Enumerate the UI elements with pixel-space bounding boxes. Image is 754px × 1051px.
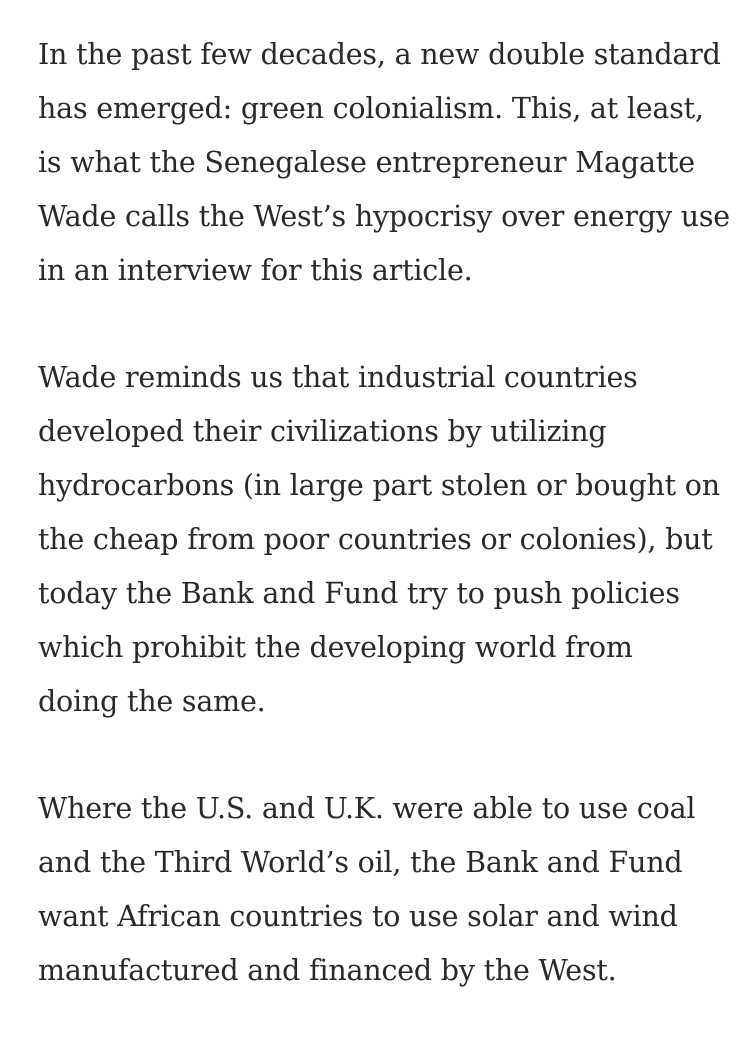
text-line: manufactured and financed by the West. — [38, 954, 617, 987]
text-line: developed their civilizations by utilizing — [38, 415, 607, 448]
text-line: Wade reminds us that industrial countries — [38, 361, 638, 394]
text-line: today the Bank and Fund try to push policies — [38, 577, 680, 610]
text-line: doing the same. — [38, 685, 266, 718]
paragraph-green-colonialism — [38, 28, 738, 298]
text-line: want African countries to use solar and wind — [38, 900, 678, 933]
text-line: hydrocarbons (in large part stolen or bought on — [38, 469, 720, 502]
text-line: Where the U.S. and U.K. were able to use coal — [38, 792, 696, 825]
text-line: has emerged: green colonialism. This, at least, — [38, 92, 704, 125]
text-line: the cheap from poor countries or colonies), but — [38, 523, 713, 556]
text-line: In the past few decades, a new double standard — [38, 38, 721, 71]
text-line: and the Third World’s oil, the Bank and Fund — [38, 846, 683, 879]
text-line: is what the Senegalese entrepreneur Magatte — [38, 146, 695, 179]
article-body — [38, 28, 738, 1051]
text-line: which prohibit the developing world from — [38, 631, 633, 664]
text-line: Wade calls the West’s hypocrisy over energy use — [38, 200, 730, 233]
paragraph-coal-and-oil — [38, 782, 738, 998]
paragraph-industrial-countries — [38, 351, 738, 729]
text-line: in an interview for this article. — [38, 254, 473, 287]
